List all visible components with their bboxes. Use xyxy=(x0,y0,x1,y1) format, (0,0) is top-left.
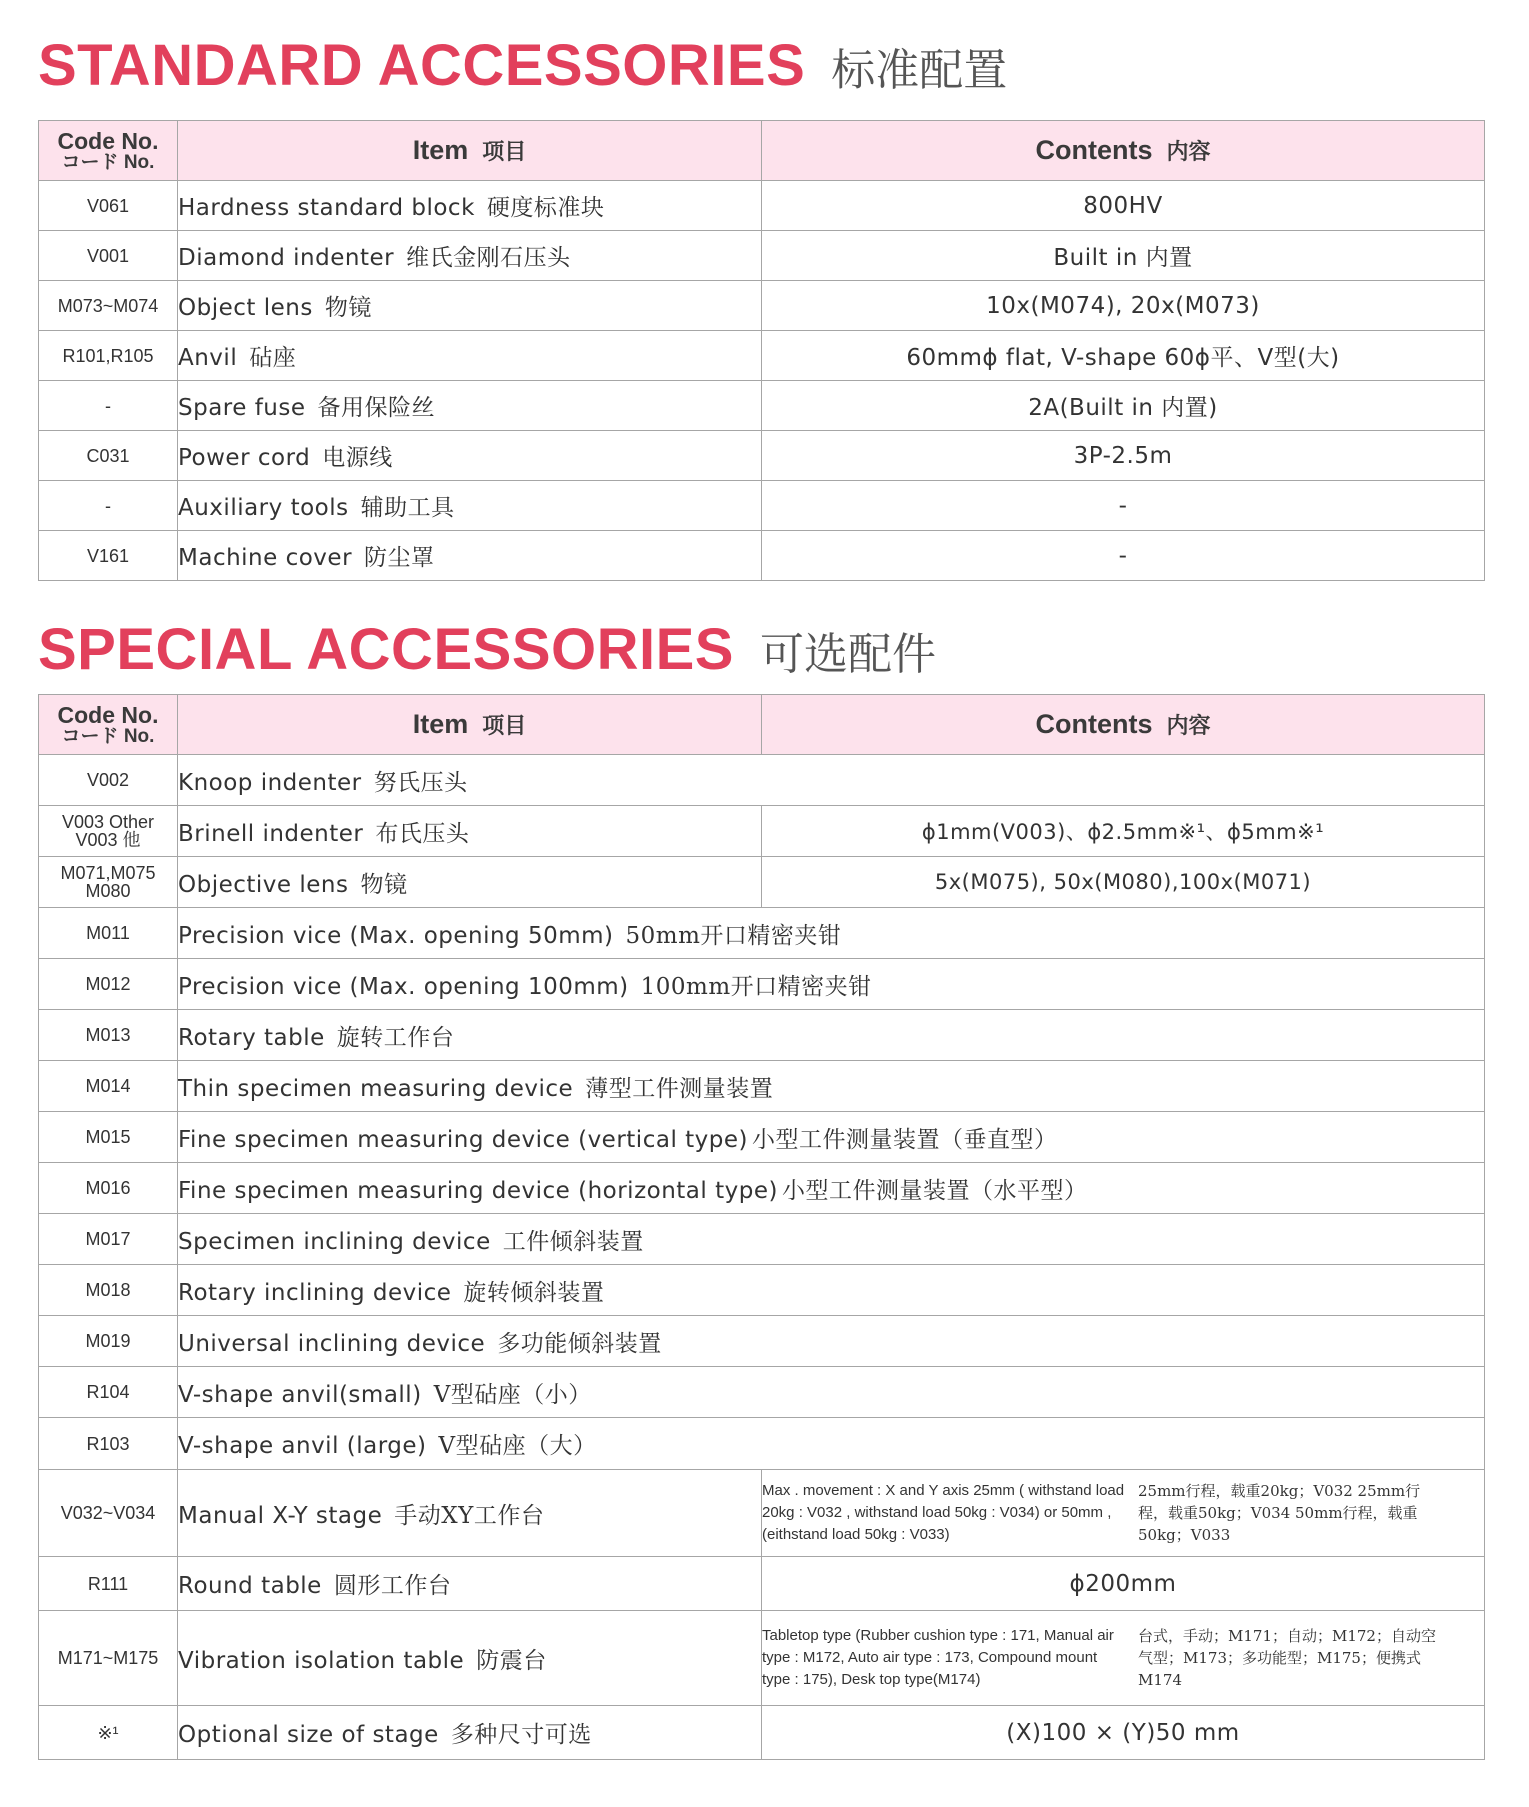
row-item-en: Thin specimen measuring device xyxy=(178,1075,574,1102)
row-contents xyxy=(762,1611,1485,1706)
row-item-cn: 努氏压头 xyxy=(373,769,468,796)
row-contents: ϕ1mm(V003)、ϕ2.5mm※¹、ϕ5mm※¹ xyxy=(762,806,1485,857)
header-item-cn: 项目 xyxy=(482,139,527,164)
special-title-en: SPECIAL ACCESSORIES xyxy=(38,617,734,682)
row-item xyxy=(178,755,1485,806)
row-code: M019 xyxy=(39,1316,178,1367)
row-code: M016 xyxy=(39,1163,178,1214)
row-item xyxy=(178,381,762,431)
row-item-en: Universal inclining device xyxy=(178,1330,486,1357)
row-item-en: Vibration isolation table xyxy=(178,1647,465,1674)
row-item xyxy=(178,531,762,581)
row-code: V032~V034 xyxy=(39,1470,178,1557)
table-row xyxy=(39,331,1485,381)
row-item-en: Fine specimen measuring device (horizontal type) xyxy=(178,1177,778,1204)
table-row xyxy=(39,431,1485,481)
header-code-jp: コード No. xyxy=(61,151,155,173)
row-code: V002 xyxy=(39,755,178,806)
row-code: R111 xyxy=(39,1557,178,1611)
header-item-en: Item xyxy=(412,135,469,165)
row-item xyxy=(178,281,762,331)
row-item-cn: 多种尺寸可选 xyxy=(450,1722,592,1748)
row-code: M012 xyxy=(39,959,178,1010)
row-item xyxy=(178,1265,1485,1316)
table-row xyxy=(39,381,1485,431)
header-code-en: Code No. xyxy=(57,701,159,728)
table-row xyxy=(39,857,1485,908)
row-contents-en: Tabletop type (Rubber cushion type : 171, Manual air type : M172, Auto air type : 173, Compound mount type : 175), Desk top type(M174) xyxy=(762,1627,1114,1688)
header-code-en: Code No. xyxy=(57,127,159,154)
row-item-cn: 100mm开口精密夹钳 xyxy=(640,973,872,1000)
row-item xyxy=(178,331,762,381)
row-code: V001 xyxy=(39,231,178,281)
row-item xyxy=(178,1706,762,1760)
standard-accessories-table xyxy=(38,120,1485,581)
row-item-cn: 维氏金刚石压头 xyxy=(406,245,571,271)
header-code xyxy=(39,121,178,181)
table-row xyxy=(39,1163,1485,1214)
row-item-en: Brinell indenter xyxy=(178,820,364,847)
row-code: M018 xyxy=(39,1265,178,1316)
row-item xyxy=(178,1470,762,1557)
row-item xyxy=(178,1112,1485,1163)
row-item-en: Rotary table xyxy=(178,1024,325,1051)
row-item-en: Manual X-Y stage xyxy=(178,1502,383,1529)
row-item-en: Knoop indenter xyxy=(178,769,362,796)
row-item xyxy=(178,1061,1485,1112)
table-row xyxy=(39,1557,1485,1611)
table-row xyxy=(39,181,1485,231)
row-item-en: Precision vice (Max. opening 50mm) xyxy=(178,922,614,949)
table-row xyxy=(39,281,1485,331)
header-item xyxy=(178,121,762,181)
standard-title-cn: 标准配置 xyxy=(831,45,1008,96)
table-row xyxy=(39,1010,1485,1061)
table-row xyxy=(39,1470,1485,1557)
row-item xyxy=(178,231,762,281)
row-code-line2: M080 xyxy=(85,881,131,901)
row-item-cn: 50mm开口精密夹钳 xyxy=(625,922,842,949)
row-item-en: Spare fuse xyxy=(178,395,306,421)
table-row xyxy=(39,1265,1485,1316)
row-contents-cn: 台式，手动；M171；自动；M172；自动空气型；M173；多功能型；M175；便携式 M174 xyxy=(1138,1627,1436,1689)
row-contents: 3P-2.5m xyxy=(762,431,1485,481)
header-item-en: Item xyxy=(412,709,469,739)
row-item-cn: 硬度标准块 xyxy=(486,195,605,221)
row-contents: Built in 内置 xyxy=(762,231,1485,281)
table-row xyxy=(39,1706,1485,1760)
row-code: M171~M175 xyxy=(39,1611,178,1706)
table-header-row xyxy=(39,121,1485,181)
row-contents: 2A(Built in 内置) xyxy=(762,381,1485,431)
row-item-en: Diamond indenter xyxy=(178,245,395,271)
row-item xyxy=(178,857,762,908)
special-accessories-title xyxy=(38,616,936,683)
row-contents-en: Max . movement : X and Y axis 25mm ( withstand load 20kg : V032 , withstand load 50kg : V034) or 50mm , (eithstand load 50kg : V033) xyxy=(762,1482,1125,1543)
row-item xyxy=(178,181,762,231)
row-code xyxy=(39,806,178,857)
table-row xyxy=(39,1367,1485,1418)
row-item xyxy=(178,431,762,481)
row-code: - xyxy=(39,481,178,531)
row-item-cn: 小型工件测量装置（水平型） xyxy=(781,1177,1088,1204)
row-item xyxy=(178,481,762,531)
row-contents: (X)100 × (Y)50 mm xyxy=(762,1706,1485,1760)
table-row xyxy=(39,1316,1485,1367)
row-item-en: V-shape anvil (large) xyxy=(178,1433,427,1459)
row-item-en: Optional size of stage xyxy=(178,1722,439,1748)
row-contents: 60mmϕ flat, V-shape 60ϕ平、V型(大) xyxy=(762,331,1485,381)
row-item xyxy=(178,1316,1485,1367)
row-item-en: Hardness standard block xyxy=(178,195,475,221)
row-item xyxy=(178,1214,1485,1265)
header-code xyxy=(39,695,178,755)
row-code: R101,R105 xyxy=(39,331,178,381)
row-code: V161 xyxy=(39,531,178,581)
table-row xyxy=(39,1611,1485,1706)
row-item-cn: 圆形工作台 xyxy=(333,1573,452,1599)
row-item-en: V-shape anvil(small) xyxy=(178,1381,422,1408)
row-code: C031 xyxy=(39,431,178,481)
row-item xyxy=(178,908,1485,959)
row-item-cn: V型砧座（小） xyxy=(433,1381,592,1408)
row-item-cn: 辅助工具 xyxy=(360,495,455,521)
table-row xyxy=(39,1112,1485,1163)
row-item-cn: 备用保险丝 xyxy=(317,395,436,421)
row-contents: 5x(M075), 50x(M080),100x(M071) xyxy=(762,857,1485,908)
row-code: M017 xyxy=(39,1214,178,1265)
row-contents xyxy=(762,1470,1485,1557)
header-contents xyxy=(762,121,1485,181)
header-contents-cn: 内容 xyxy=(1166,139,1211,164)
row-code: M073~M074 xyxy=(39,281,178,331)
row-item-en: Machine cover xyxy=(178,545,353,571)
standard-accessories-title xyxy=(38,32,1007,99)
row-code-line1: M071,M075 xyxy=(60,863,156,883)
row-contents: 800HV xyxy=(762,181,1485,231)
row-code: ※¹ xyxy=(39,1706,178,1760)
row-item-cn: 薄型工件测量装置 xyxy=(585,1075,774,1102)
row-item xyxy=(178,959,1485,1010)
row-code xyxy=(39,857,178,908)
row-item-en: Objective lens xyxy=(178,871,349,898)
row-item-cn: V型砧座（大） xyxy=(438,1433,597,1459)
special-title-cn: 可选配件 xyxy=(759,629,936,680)
row-code: R103 xyxy=(39,1418,178,1470)
row-code: - xyxy=(39,381,178,431)
row-item-en: Rotary inclining device xyxy=(178,1279,452,1306)
row-item xyxy=(178,1418,1485,1470)
row-code: R104 xyxy=(39,1367,178,1418)
row-item xyxy=(178,1611,762,1706)
row-item xyxy=(178,1367,1485,1418)
row-code: M014 xyxy=(39,1061,178,1112)
special-accessories-table xyxy=(38,694,1485,1760)
table-row xyxy=(39,1214,1485,1265)
row-contents: - xyxy=(762,481,1485,531)
header-item-cn: 项目 xyxy=(482,713,527,738)
table-row xyxy=(39,1061,1485,1112)
row-item-cn: 物镜 xyxy=(360,871,408,898)
header-item xyxy=(178,695,762,755)
row-code: M011 xyxy=(39,908,178,959)
row-item-en: Anvil xyxy=(178,345,238,371)
table-row xyxy=(39,1418,1485,1470)
row-contents: 10x(M074), 20x(M073) xyxy=(762,281,1485,331)
header-code-jp: コード No. xyxy=(61,725,155,747)
row-item-cn: 布氏压头 xyxy=(375,820,470,847)
row-item-cn: 电源线 xyxy=(322,445,393,471)
row-code-line2: V003 他 xyxy=(75,830,141,850)
row-contents: ϕ200mm xyxy=(762,1557,1485,1611)
row-code: M013 xyxy=(39,1010,178,1061)
row-item-en: Object lens xyxy=(178,295,313,321)
row-item-cn: 防震台 xyxy=(476,1647,547,1674)
row-contents: - xyxy=(762,531,1485,581)
standard-title-en: STANDARD ACCESSORIES xyxy=(38,33,806,98)
row-item-cn: 砧座 xyxy=(249,345,297,371)
table-row xyxy=(39,806,1485,857)
row-item xyxy=(178,1163,1485,1214)
header-contents xyxy=(762,695,1485,755)
row-item-cn: 旋转倾斜装置 xyxy=(463,1279,605,1306)
row-item-en: Specimen inclining device xyxy=(178,1228,491,1255)
table-row xyxy=(39,908,1485,959)
header-contents-en: Contents xyxy=(1035,709,1153,739)
row-item-cn: 小型工件测量装置（垂直型） xyxy=(752,1126,1058,1153)
row-code-line1: V003 Other xyxy=(61,812,155,832)
row-item-en: Power cord xyxy=(178,445,311,471)
table-row xyxy=(39,231,1485,281)
table-row xyxy=(39,531,1485,581)
row-item-cn: 旋转工作台 xyxy=(336,1024,455,1051)
row-item-en: Precision vice (Max. opening 100mm) xyxy=(178,973,629,1000)
table-row xyxy=(39,959,1485,1010)
row-item-cn: 防尘罩 xyxy=(364,545,435,571)
row-item-en: Fine specimen measuring device (vertical type) xyxy=(178,1126,748,1153)
row-code: M015 xyxy=(39,1112,178,1163)
table-row xyxy=(39,755,1485,806)
row-code: V061 xyxy=(39,181,178,231)
row-item-cn: 多功能倾斜装置 xyxy=(497,1330,662,1357)
row-item xyxy=(178,1557,762,1611)
row-item-cn: 物镜 xyxy=(324,295,372,321)
row-item-en: Round table xyxy=(178,1573,322,1599)
header-contents-en: Contents xyxy=(1035,135,1153,165)
row-item-cn: 工件倾斜装置 xyxy=(502,1228,644,1255)
row-contents-cn: 25mm行程，载重20kg；V032 25mm行程，载重50kg；V034 50mm行程，载重50kg；V033 xyxy=(1138,1482,1421,1544)
row-item xyxy=(178,806,762,857)
table-header-row xyxy=(39,695,1485,755)
table-row xyxy=(39,481,1485,531)
header-contents-cn: 内容 xyxy=(1166,713,1211,738)
row-item-en: Auxiliary tools xyxy=(178,495,349,521)
row-item xyxy=(178,1010,1485,1061)
row-item-cn: 手动XY工作台 xyxy=(394,1502,545,1529)
